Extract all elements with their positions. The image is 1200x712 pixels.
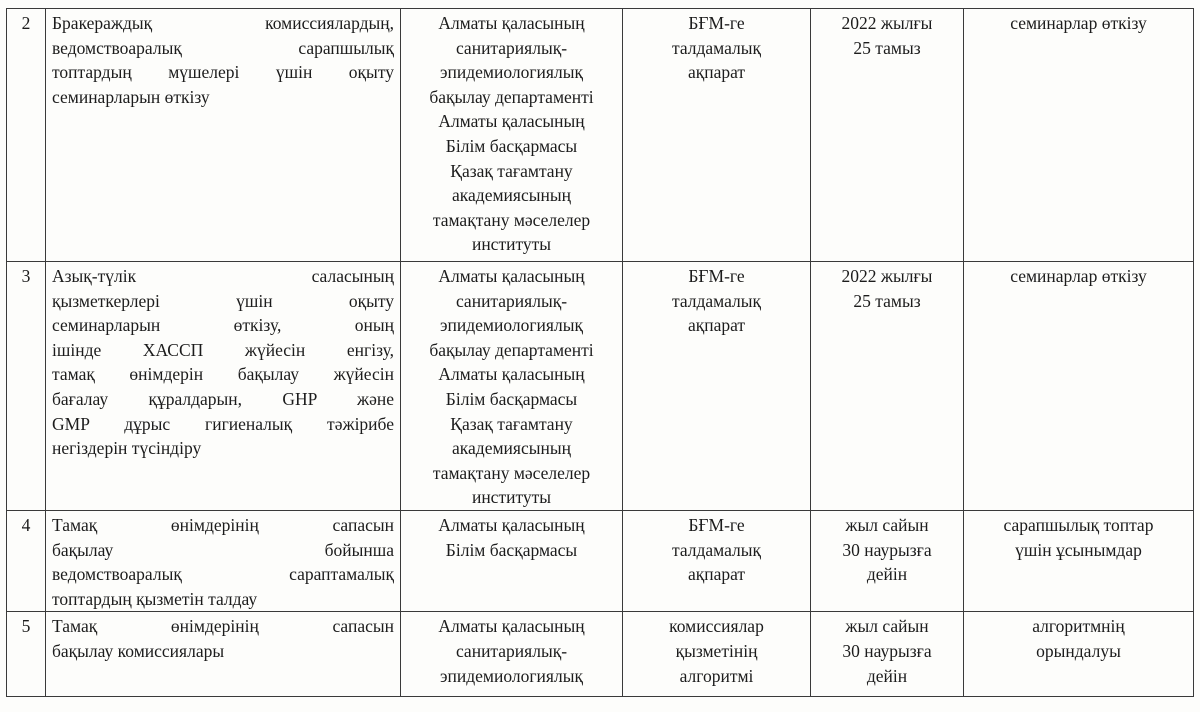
cell-line: жыл сайын [845, 514, 929, 535]
cell-line: бақылау бойынша [52, 539, 394, 560]
action-cell [46, 510, 401, 611]
cell-line: талдамалық [671, 539, 762, 560]
cell-line: Қазақ тағамтану [450, 160, 573, 181]
cell-line: БҒМ-ге [688, 13, 745, 33]
cell-line: Білім басқармасы [445, 539, 578, 560]
cell-line: ішінде ХАССП жүйесін енгізу, [52, 339, 394, 360]
cell-line: талдамалық [671, 37, 762, 58]
deadline-cell [811, 9, 964, 262]
row-number: 5 [7, 612, 46, 697]
completion-form-cell [623, 9, 811, 262]
cell-line: тамақтану мәселелер [432, 462, 591, 483]
cell-line: ақпарат [687, 62, 746, 83]
cell-line: Тамақ өнімдерінің сапасын [52, 616, 394, 637]
cell-line: GMP дұрыс гигиеналық тәжірибе [52, 413, 394, 434]
cell-line: қызметкерлері үшін оқыту [52, 290, 394, 311]
cell-line: Алматы қаласының [438, 616, 585, 637]
row-number: 2 [7, 9, 46, 262]
cell-line: институты [471, 487, 552, 508]
cell-line: орындалуы [1036, 640, 1121, 661]
deadline-cell [811, 612, 964, 697]
cell-line: семинарларын өткізу [52, 86, 210, 107]
cell-line: Алматы қаласының [438, 266, 585, 286]
cell-line: дейін [866, 665, 908, 686]
cell-line: алгоритмнің [1032, 616, 1125, 637]
cell-line: Азық-түлік саласының [52, 266, 394, 286]
cell-line: Алматы қаласының [438, 13, 585, 33]
cell-line: Бракераждық комиссиялардың, [52, 13, 394, 33]
action-cell [46, 612, 401, 697]
cell-line: академиясының [452, 185, 571, 206]
responsible-cell [401, 262, 623, 511]
cell-line: тамақ өнімдерін бақылау жүйесін [52, 364, 394, 385]
cell-line: үшін ұсынымдар [1015, 539, 1142, 560]
cell-line: қызметінің [675, 640, 758, 661]
cell-line: сарапшылық топтар [1003, 514, 1154, 535]
cell-line: топтардың мүшелері үшін оқыту [52, 62, 394, 83]
cell-line: бақылау департаменті [429, 339, 594, 360]
deadline-cell [811, 510, 964, 611]
action-cell [46, 262, 401, 511]
cell-line: ақпарат [687, 564, 746, 585]
expected-result-cell [964, 262, 1194, 511]
cell-line: семинарларын өткізу, оның [52, 315, 394, 336]
cell-line: ведомствоаралық сараптамалық [52, 564, 394, 585]
cell-line: 2022 жылғы [841, 13, 933, 33]
cell-line: 25 тамыз [853, 290, 921, 311]
cell-line: негіздерін түсіндіру [52, 438, 202, 459]
cell-line: эпидемиологиялық [440, 315, 583, 336]
table-body [7, 9, 1194, 697]
cell-line: тамақтану мәселелер [432, 209, 591, 230]
cell-line: Алматы қаласының [438, 111, 585, 132]
action-plan-table [6, 8, 1194, 697]
completion-form-cell [623, 262, 811, 511]
cell-line: жыл сайын [845, 616, 929, 637]
cell-line: бақылау комиссиялары [52, 640, 225, 661]
cell-line: эпидемиологиялық [440, 665, 583, 686]
row-number: 4 [7, 510, 46, 611]
cell-line: топтардың қызметін талдау [52, 588, 258, 609]
cell-line: академиясының [452, 438, 571, 459]
table-row [7, 9, 1194, 262]
expected-result-cell [964, 510, 1194, 611]
cell-line: бағалау құралдарын, GHP және [52, 388, 394, 409]
cell-line: ведомствоаралық сарапшылық [52, 37, 394, 58]
expected-result-cell [964, 612, 1194, 697]
cell-line: бақылау департаменті [429, 86, 594, 107]
cell-line: талдамалық [671, 290, 762, 311]
completion-form-cell [623, 612, 811, 697]
cell-line: санитариялық- [455, 290, 568, 311]
cell-line: Қазақ тағамтану [450, 413, 573, 434]
cell-line: Білім басқармасы [445, 135, 578, 156]
cell-line: дейін [866, 564, 908, 585]
cell-line: Алматы қаласының [438, 514, 585, 535]
cell-line: семинарлар өткізу [1010, 13, 1147, 33]
cell-line: БҒМ-ге [688, 266, 745, 286]
cell-line: Алматы қаласының [438, 364, 585, 385]
cell-line: эпидемиологиялық [440, 62, 583, 83]
cell-line: ақпарат [687, 315, 746, 336]
row-number: 3 [7, 262, 46, 511]
deadline-cell [811, 262, 964, 511]
table-row [7, 612, 1194, 697]
table-row [7, 262, 1194, 511]
cell-line: санитариялық- [455, 640, 568, 661]
cell-line: БҒМ-ге [688, 514, 745, 535]
cell-line: Білім басқармасы [445, 388, 578, 409]
completion-form-cell [623, 510, 811, 611]
action-cell [46, 9, 401, 262]
responsible-cell [401, 9, 623, 262]
cell-line: 30 наурызға [842, 539, 932, 560]
cell-line: 2022 жылғы [841, 266, 933, 286]
cell-line: санитариялық- [455, 37, 568, 58]
expected-result-cell [964, 9, 1194, 262]
table-row [7, 510, 1194, 611]
cell-line: семинарлар өткізу [1010, 266, 1147, 286]
cell-line: алгоритмі [679, 665, 754, 686]
responsible-cell [401, 612, 623, 697]
cell-line: 25 тамыз [853, 37, 921, 58]
cell-line: комиссиялар [669, 616, 764, 637]
cell-line: 30 наурызға [842, 640, 932, 661]
responsible-cell [401, 510, 623, 611]
cell-line: институты [471, 234, 552, 255]
cell-line: Тамақ өнімдерінің сапасын [52, 514, 394, 535]
